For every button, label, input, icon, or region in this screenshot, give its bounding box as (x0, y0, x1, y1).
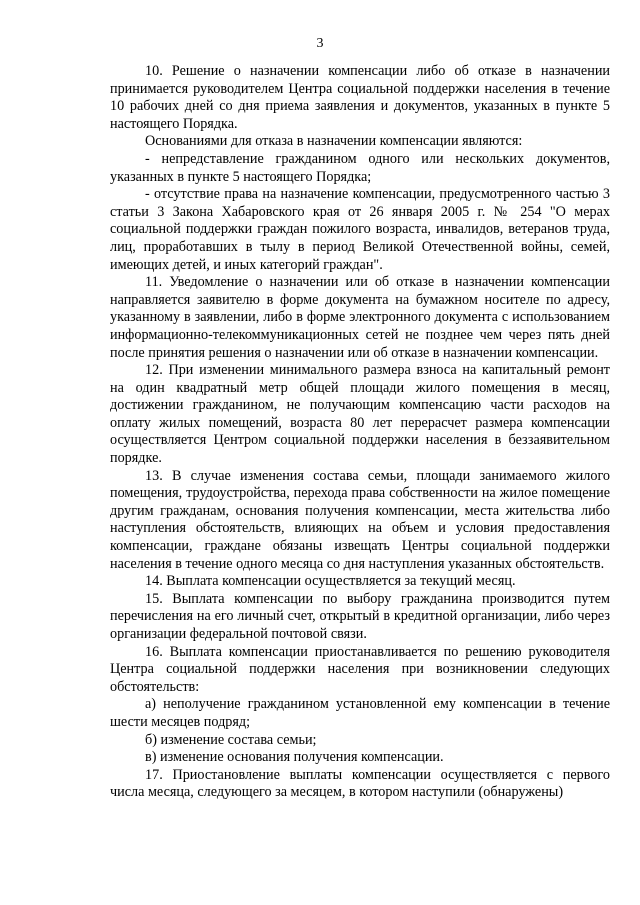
paragraph-16-item-c: в) изменение основания получения компенсации. (145, 749, 444, 766)
refusal-ground-2: - отсутствие права на назначение компенсации, предусмотренного частью 3 статьи 3 Закона Хабаровского края от 26 января 2005 г. № 254 "О мерах социальной поддержки граждан пожилого возраста, инвалидов, ветеранов труда, лиц, проработавших в тылу в период Великой Отечественной войны, семей, имеющих детей, и иных категорий граждан". (110, 186, 610, 273)
paragraph-13: 13. В случае изменения состава семьи, площади занимаемого жилого помещения, трудоустройства, перехода права собственности на жилое помещение другим гражданам, основания получения компенсации, места жительства либо наступления обстоятельств, влияющих на объем и условия предоставления компенсации, граждане обязаны извещать Центры социальной поддержки населения в течение одного месяца со дня наступления указанных обстоятельств. (110, 467, 610, 572)
paragraph-17: 17. Приостановление выплаты компенсации осуществляется с первого числа месяца, следующего за месяцем, в котором наступили (обнаружены) (110, 766, 610, 801)
paragraph-16: 16. Выплата компенсации приостанавливается по решению руководителя Центра социальной поддержки населения при возникновении следующих обстоятельств: (110, 643, 610, 695)
refusal-grounds-heading: Основаниями для отказа в назначении компенсации являются: (145, 133, 523, 150)
refusal-ground-1: - непредставление гражданином одного или нескольких документов, указанных в пункте 5 настоящего Порядка; (110, 150, 610, 185)
paragraph-14: 14. Выплата компенсации осуществляется за текущий месяц. (145, 573, 516, 590)
paragraph-12: 12. При изменении минимального размера взноса на капитальный ремонт на один квадратный метр общей площади жилого помещения в месяц, достижении гражданином, не получающим компенсацию части расходов на оплату жилых помещений, возраста 80 лет перерасчет размера компенсации осуществляется Центром социальной поддержки населения в беззаявительном порядке. (110, 362, 610, 467)
paragraph-16-item-a: а) неполучение гражданином установленной ему компенсации в течение шести месяцев подряд; (110, 696, 610, 730)
document-body (110, 63, 610, 802)
page-number: 3 (316, 36, 324, 51)
paragraph-16-item-b: б) изменение состава семьи; (145, 731, 317, 748)
paragraph-11: 11. Уведомление о назначении или об отказе в назначении компенсации направляется заявителю в форме документа на бумажном носителе по адресу, указанному в заявлении, либо в форме электронного документа с использованием информационно-телекоммуникационных сетей не позднее чем через пять дней после принятия решения о назначении или об отказе в назначении компенсации. (110, 274, 610, 361)
paragraph-15: 15. Выплата компенсации по выбору гражданина производится путем перечисления на его личный счет, открытый в кредитной организации, либо через организации федеральной почтовой связи. (110, 590, 610, 642)
paragraph-10: 10. Решение о назначении компенсации либо об отказе в назначении принимается руководителем Центра социальной поддержки населения в течение 10 рабочих дней со дня приема заявления и документов, указанных в пункте 5 настоящего Порядка. (110, 63, 610, 132)
